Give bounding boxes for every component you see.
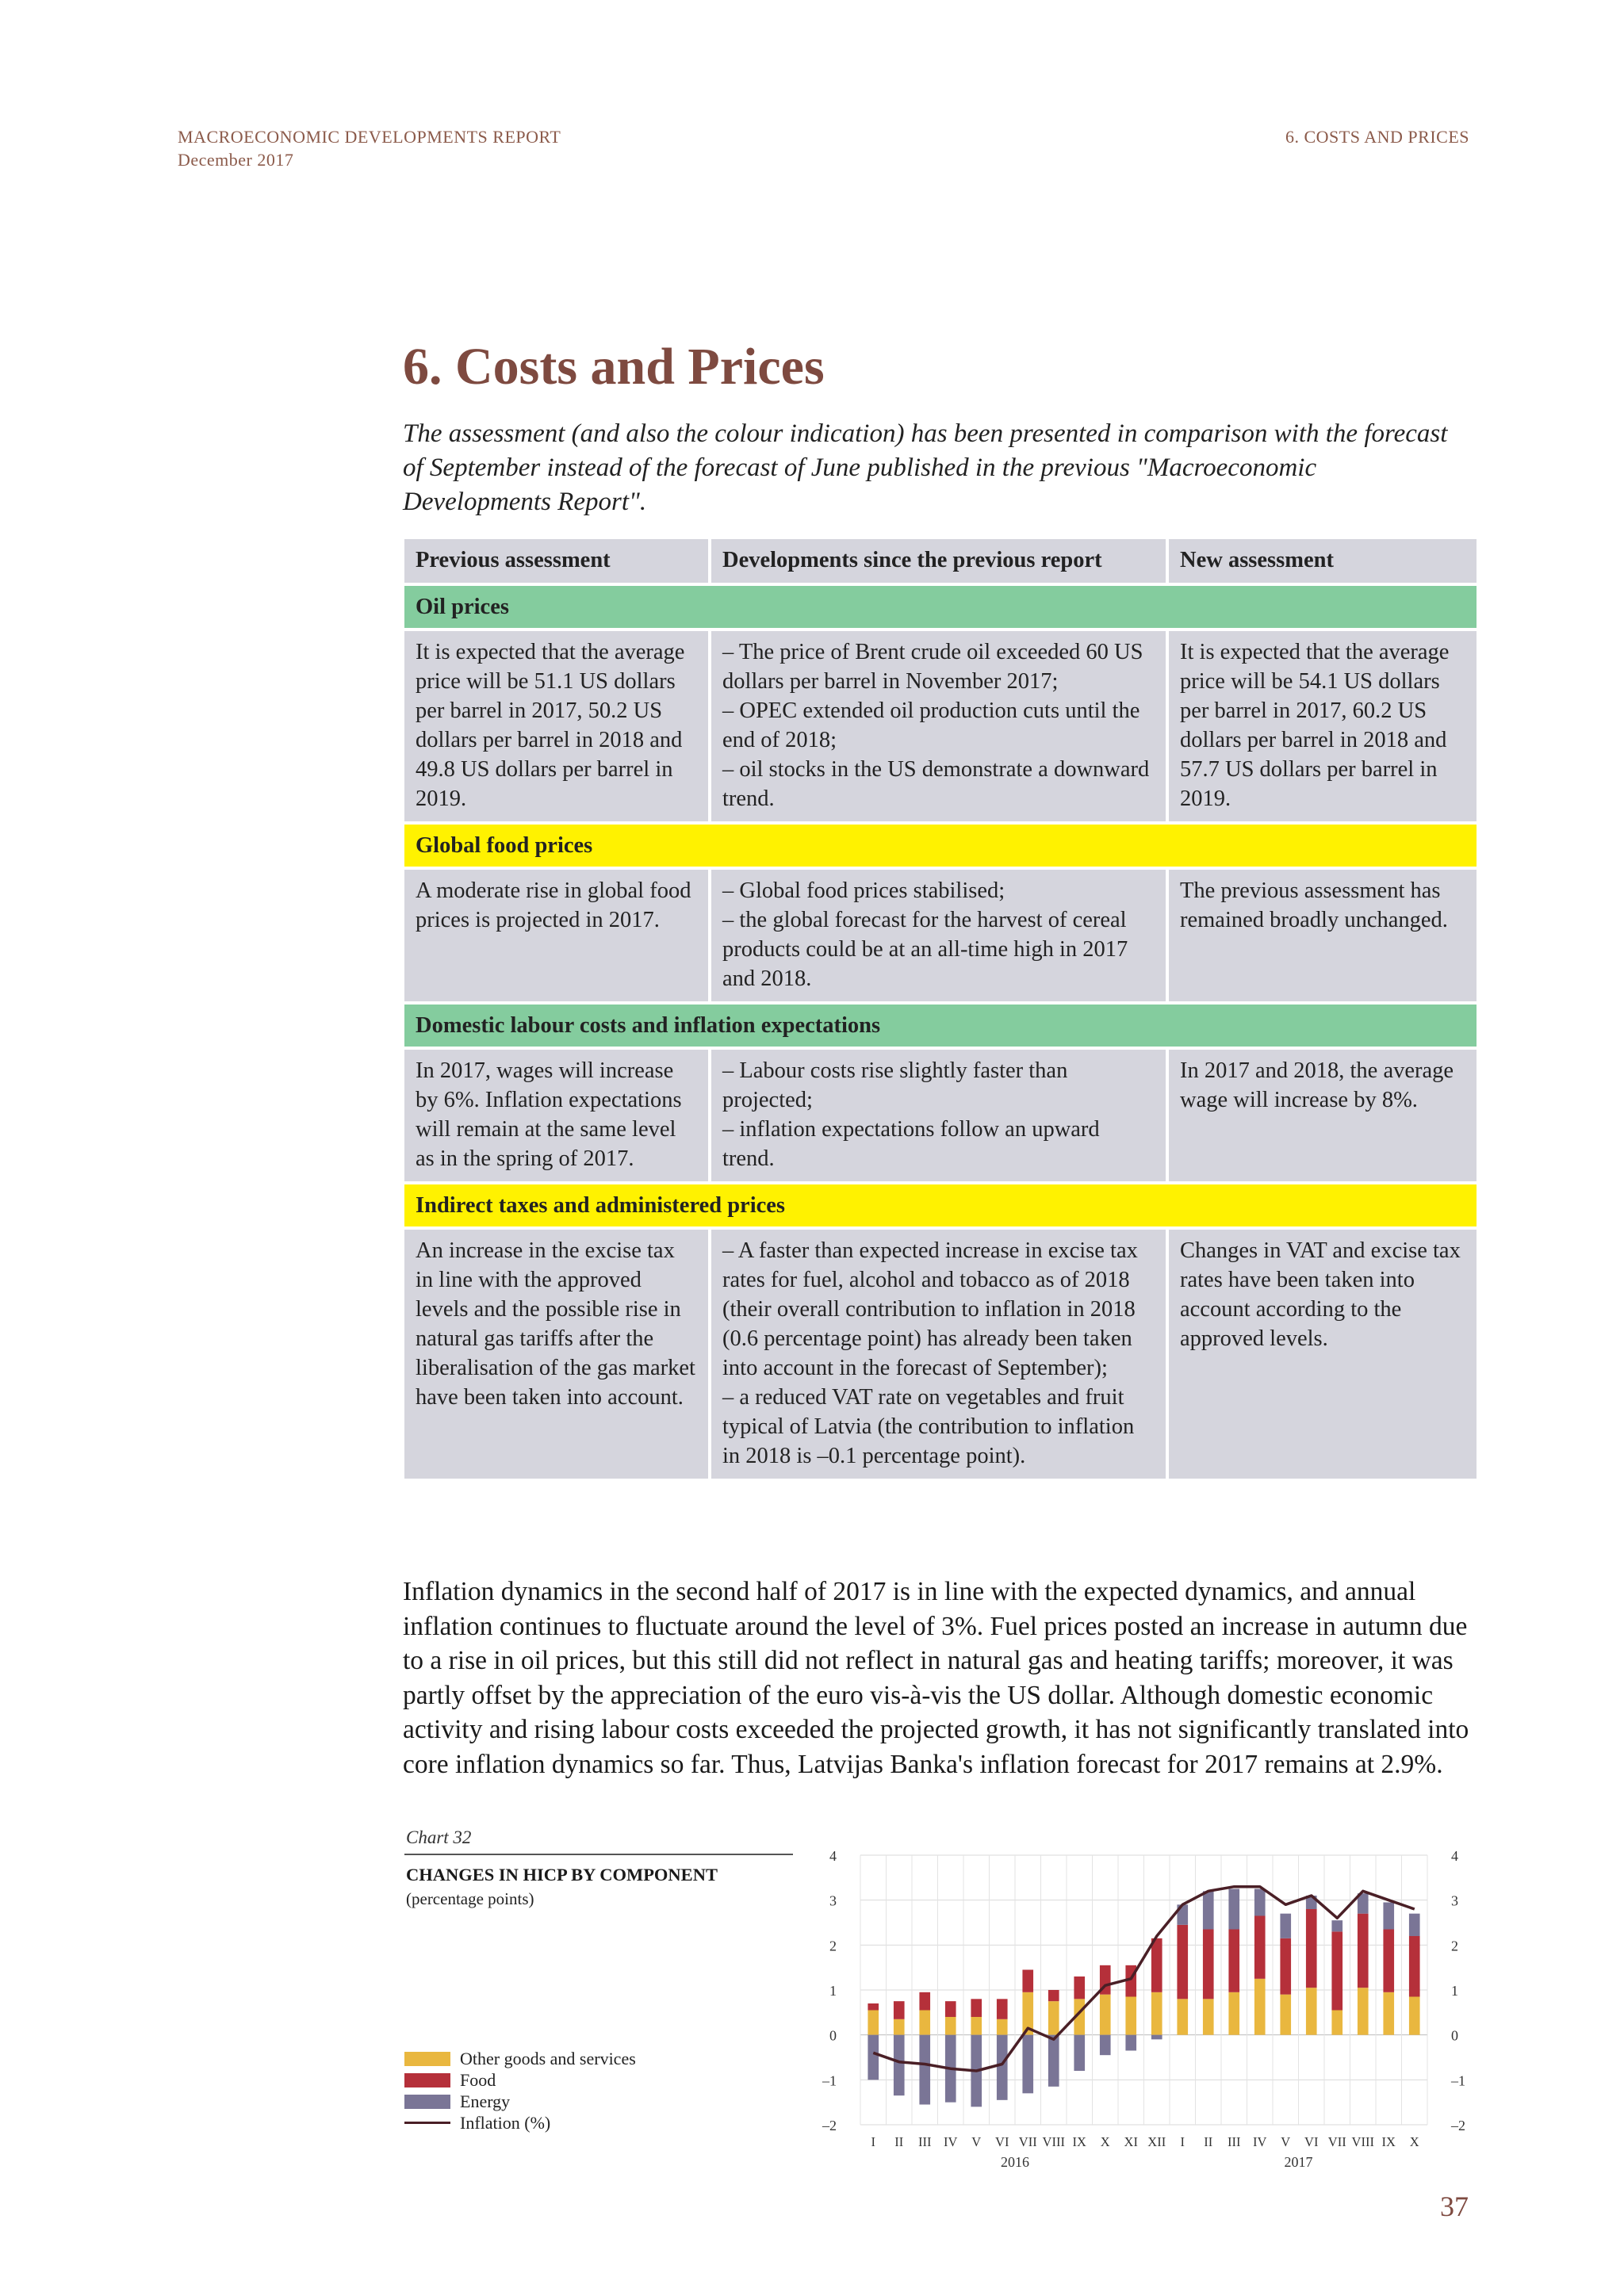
legend-item-energy [404,2091,636,2112]
bar-segment [945,2001,956,2017]
assessment-table [401,536,1480,1482]
y-tick-label-left: 2 [829,1938,837,1954]
bar-segment [1280,1938,1291,1995]
bar-segment [1254,1916,1266,1979]
x-tick-label: II [1204,2134,1213,2149]
chart-subtitle: (percentage points) [406,1889,534,1908]
bar-segment [1022,2035,1033,2094]
bar-segment [1177,1999,1188,2034]
table-header-row [404,539,1477,583]
x-tick-label: VIII [1351,2134,1374,2149]
cell-developments: – Global food prices stabilised; – the global forecast for the harvest of cereal products could be at an all-time high in 2017 and 2018. [711,870,1166,1001]
bar-segment [868,2035,879,2080]
cell-previous: In 2017, wages will increase by 6%. Inflation expectations will remain at the same level as in the spring of 2017. [404,1050,708,1181]
y-tick-label-left: 3 [829,1892,837,1909]
bar-segment [945,2017,956,2035]
table-row [404,1230,1477,1479]
bar-segment [1409,1914,1420,1936]
year-label: 2016 [1001,2154,1029,2170]
y-tick-label-left: –1 [822,2072,837,2089]
section-row [404,1004,1477,1047]
bar-segment [894,2019,905,2035]
bar-segment [971,2017,982,2035]
cell-developments: – Labour costs rise slightly faster than projected; – inflation expectations follow an upward trend. [711,1050,1166,1181]
bar-segment [894,2001,905,2019]
bar-segment [1203,1891,1214,1929]
y-tick-label-right: 2 [1451,1938,1458,1954]
section-row [404,1184,1477,1226]
bar-segment [1280,1914,1291,1938]
section-title: Oil prices [404,586,1477,628]
bar-segment [1383,1992,1394,2035]
intro-text: The assessment (and also the colour indication) has been presented in comparison with the forecast of September instead of the forecast of June published in the previous "Macroeconomic Developments Report". [403,419,1448,516]
bar-segment [1203,1999,1214,2034]
x-tick-label: XII [1147,2134,1166,2149]
table-row [404,631,1477,821]
bar-segment [1048,2035,1059,2087]
x-tick-label: VI [995,2134,1009,2149]
x-tick-label: VIII [1042,2134,1065,2149]
x-tick-label: II [894,2134,904,2149]
y-tick-label-right: 1 [1451,1983,1458,1999]
page-title: 6. Costs and Prices [403,338,825,396]
x-tick-label: III [918,2134,932,2149]
section-row [404,825,1477,867]
header-previous: Previous assessment [404,539,708,583]
report-title: MACROECONOMIC DEVELOPMENTS REPORT [178,127,561,147]
chart-legend [404,2048,636,2133]
bar-segment [1409,1936,1420,1997]
cell-previous: It is expected that the average price will be 51.1 US dollars per barrel in 2017, 50.2 US dollars per barrel in 2018 and 49.8 US dollars per barrel in 2019. [404,631,708,821]
bar-segment [1125,2035,1136,2051]
legend-swatch-energy [404,2095,450,2109]
bar-segment [894,2035,905,2096]
bar-segment [1074,1976,1085,1999]
cell-new: In 2017 and 2018, the average wage will increase by 8%. [1169,1050,1477,1181]
bar-segment [919,2011,930,2035]
bar-segment [1383,1930,1394,1992]
table-row [404,1050,1477,1181]
bar-segment [1409,1997,1420,2035]
x-tick-label: I [871,2134,875,2149]
y-tick-label-right: –1 [1451,2072,1465,2089]
x-tick-label: III [1228,2134,1241,2149]
section-row [404,586,1477,628]
y-tick-label-left: 1 [829,1983,837,1999]
bar-segment [1254,1889,1266,1916]
bar-segment [1358,1914,1369,1988]
bar-segment [997,2019,1008,2035]
bar-segment [971,1999,982,2017]
legend-item-inflation [404,2112,636,2133]
legend-swatch-other [404,2052,450,2066]
y-tick-label-right: 4 [1451,1848,1458,1864]
bar-segment [1383,1903,1394,1930]
report-date: December 2017 [178,150,294,170]
bar-segment [1254,1979,1266,2035]
x-tick-label: V [971,2134,982,2149]
cell-new: It is expected that the average price will be 54.1 US dollars per barrel in 2017, 60.2 US dollars per barrel in 2018 and 57.7 US dollars per barrel in 2019. [1169,631,1477,821]
bar-segment [1203,1930,1214,1999]
bar-segment [1306,1909,1317,1988]
bar-segment [1022,1970,1033,1992]
bar-segment [1331,2011,1342,2035]
bar-segment [868,2011,879,2035]
bar-segment [997,1999,1008,2019]
bar-segment [1228,1930,1239,1992]
y-tick-label-right: 3 [1451,1892,1458,1909]
bar-segment [868,2003,879,2011]
bar-segment [997,2035,1008,2100]
y-tick-label-left: 4 [829,1848,837,1864]
bar-segment [919,1992,930,2011]
x-tick-label: IV [944,2134,958,2149]
chart-divider [404,1854,793,1855]
y-tick-label-right: 0 [1451,2027,1458,2044]
bar-segment [1125,1997,1136,2035]
bar-segment [1331,1931,1342,2010]
section-title: Indirect taxes and administered prices [404,1184,1477,1226]
section-title: Domestic labour costs and inflation expectations [404,1004,1477,1047]
chart-number: Chart 32 [406,1827,472,1847]
y-tick-label-left: –2 [822,2118,837,2133]
x-tick-label: VI [1304,2134,1319,2149]
x-tick-label: V [1281,2134,1291,2149]
bar-segment [1074,2035,1085,2071]
bar-segment [1151,1992,1162,2035]
bar-segment [1048,1990,1059,2001]
section-header: 6. COSTS AND PRICES [1285,127,1469,147]
header-new: New assessment [1169,539,1477,583]
year-label: 2017 [1284,2154,1313,2170]
y-tick-label-left: 0 [829,2027,837,2044]
x-tick-label: I [1180,2134,1185,2149]
bar-segment [1358,1988,1369,2035]
x-tick-label: X [1100,2134,1110,2149]
legend-label-energy: Energy [460,2091,511,2111]
body-paragraph: Inflation dynamics in the second half of 2017 is in line with the expected dynamics, and annual inflation continues to fluctuate around the level of 3%. Fuel prices posted an increase in autumn due to a rise in oil prices, but this still did not reflect in natural gas and heating tariffs; moreover, it was partly offset by the appreciation of the euro vis-à-vis the US dollar. Although domestic economic activity and rising labour costs exceeded the projected growth, it has not significantly translated into core inflation dynamics so far. Thus, Latvijas Banka's inflation forecast for 2017 remains at 2.9%. [403,1577,1469,1779]
bar-segment [1228,1992,1239,2035]
y-tick-label-right: –2 [1451,2118,1465,2133]
legend-label-other: Other goods and services [460,2048,636,2068]
legend-label-inflation: Inflation (%) [460,2112,551,2133]
legend-swatch-food [404,2073,450,2087]
cell-previous: An increase in the excise tax in line with the approved levels and the possible rise in natural gas tariffs after the liberalisation of the gas market have been taken into account. [404,1230,708,1479]
x-tick-label: XI [1124,2134,1138,2149]
bar-segment [1100,1995,1111,2035]
table-row [404,870,1477,1001]
header-developments: Developments since the previous report [711,539,1166,583]
bar-segment [1151,2035,1162,2040]
legend-item-food [404,2069,636,2091]
x-tick-label: VII [1018,2134,1037,2149]
page-number: 37 [1440,2191,1469,2222]
cell-developments: – The price of Brent crude oil exceeded 60 US dollars per barrel in November 2017; – OPEC extended oil production cuts until the end of 2018; – oil stocks in the US demonstrate a downward trend. [711,631,1166,821]
legend-label-food: Food [460,2069,496,2090]
legend-item-other [404,2048,636,2069]
cell-new: The previous assessment has remained broadly unchanged. [1169,870,1477,1001]
bar-segment [1177,1925,1188,1999]
cell-developments: – A faster than expected increase in excise tax rates for fuel, alcohol and tobacco as of 2018 (their overall contribution to inflation in 2018 (0.6 percentage point) has already been taken into account in the forecast of September); – a reduced VAT rate on vegetables and fruit typical of Latvia (the contribution to inflation in 2018 is –0.1 percentage point). [711,1230,1166,1479]
x-tick-label: IX [1381,2134,1396,2149]
bar-segment [1151,1938,1162,1992]
bar-segment [1100,2035,1111,2056]
bar-segment [919,2035,930,2105]
bar-segment [1306,1988,1317,2035]
x-tick-label: IX [1072,2134,1086,2149]
cell-previous: A moderate rise in global food prices is projected in 2017. [404,870,708,1001]
bar-segment [1228,1889,1239,1930]
bar-segment [1280,1995,1291,2035]
section-title: Global food prices [404,825,1477,867]
cell-new: Changes in VAT and excise tax rates have been taken into account according to the approved levels. [1169,1230,1477,1479]
chart-title: CHANGES IN HICP BY COMPONENT [406,1865,718,1885]
bar-segment [1331,1920,1342,1931]
legend-line-inflation [404,2122,450,2124]
bar-segment [1048,2001,1059,2035]
x-tick-label: IV [1253,2134,1267,2149]
x-tick-label: VII [1327,2134,1346,2149]
hicp-chart [809,1835,1467,2184]
x-tick-label: X [1409,2134,1419,2149]
